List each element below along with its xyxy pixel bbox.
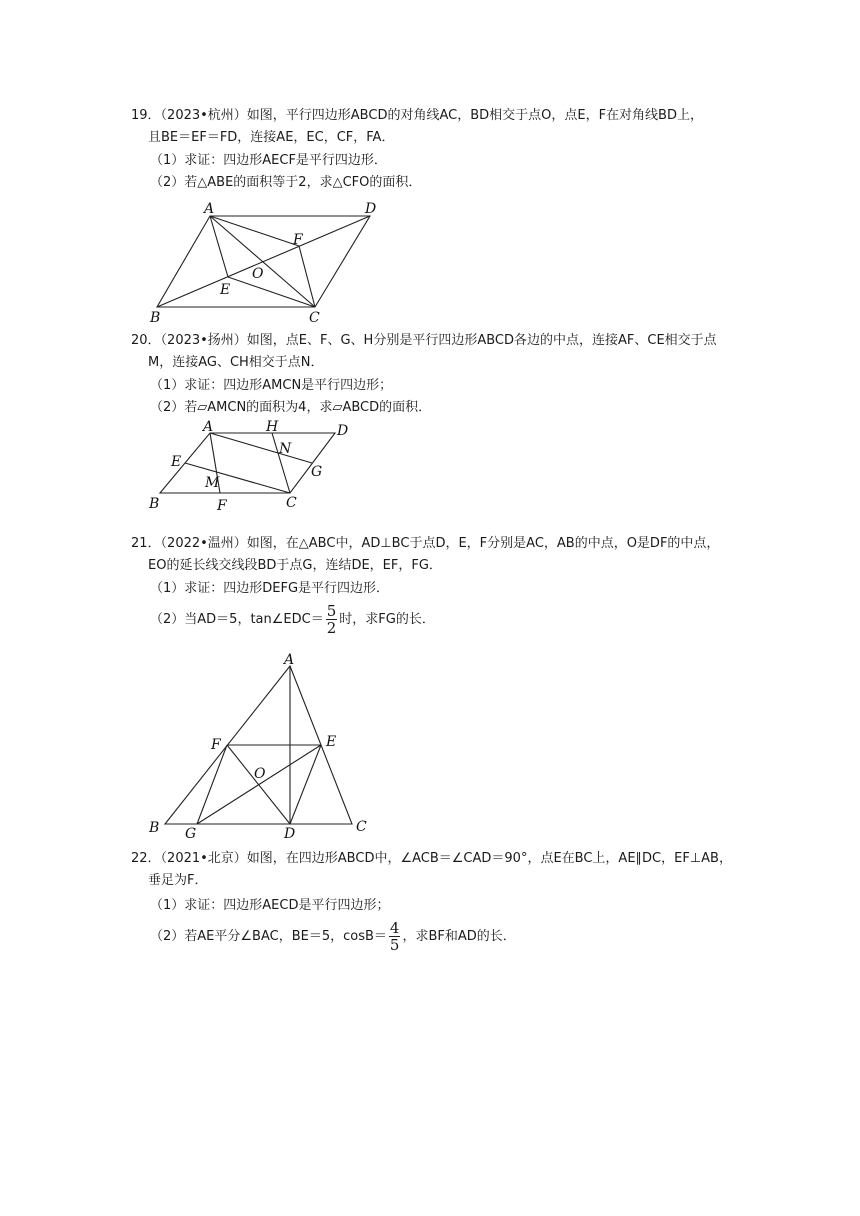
q19-label-b: B — [150, 310, 161, 326]
q22-fraction — [389, 920, 401, 953]
q20-label-e: E — [171, 454, 182, 470]
q22-part1: （1）求证：四边形AECD是平行四边形； — [150, 898, 390, 913]
q20-part1: （1）求证：四边形AMCN是平行四边形； — [150, 378, 393, 393]
q21-fraction-den: 2 — [326, 619, 337, 637]
q21-line2: EO的延长线交线段BD于点G，连结DE，EF，FG． — [148, 558, 442, 573]
q21-label-f: F — [211, 737, 221, 753]
q22-fraction-den: 5 — [389, 936, 400, 954]
q20-part2: （2）若▱AMCN的面积为4，求▱ABCD的面积． — [150, 400, 432, 415]
q22-line2: 垂足为F． — [148, 873, 208, 888]
q20-line1: 20．（2023•扬州）如图，点E、F、G、H分别是平行四边形ABCD各边的中点，连接AF、CE相交于点 — [131, 333, 717, 348]
q22-part2-tail: ，求BF和AD的长． — [402, 929, 516, 944]
q21-figure — [140, 648, 380, 843]
q21-part2 — [150, 603, 435, 636]
q22-part2 — [150, 920, 516, 953]
q19-figure — [140, 195, 390, 330]
q21-label-c: C — [356, 819, 367, 835]
q19-label-e: E — [220, 282, 231, 298]
q21-fraction — [326, 603, 338, 636]
q21-fraction-num: 5 — [326, 602, 337, 620]
q20-figure — [140, 418, 370, 518]
q21-label-o: O — [254, 766, 266, 782]
q19-part2: （2）若△ABE的面积等于2，求△CFO的面积． — [150, 175, 422, 190]
q21-line1: 21．（2022•温州）如图，在△ABC中，AD⊥BC于点D，E，F分别是AC，AB的中点，O是DF的中点， — [131, 536, 720, 551]
q21-part2-text: （2）当AD＝5，tan∠EDC＝ — [150, 612, 324, 627]
q22-part2-text: （2）若AE平分∠BAC，BE＝5，cosB＝ — [150, 929, 387, 944]
q19-label-c: C — [309, 310, 320, 326]
q21-label-g: G — [185, 826, 197, 842]
q19-part1: （1）求证：四边形AECF是平行四边形． — [150, 153, 387, 168]
q20-label-d: D — [337, 423, 349, 439]
q20-label-n: N — [279, 441, 292, 457]
q20-label-a: A — [203, 419, 214, 435]
q19-label-o: O — [252, 266, 264, 282]
q21-part1: （1）求证：四边形DEFG是平行四边形． — [150, 581, 390, 596]
q19-label-a: A — [204, 201, 215, 217]
q20-label-m: M — [205, 475, 220, 491]
q21-label-d: D — [284, 826, 296, 842]
q22-fraction-num: 4 — [389, 919, 400, 937]
q21-part2-tail: 时，求FG的长． — [339, 612, 435, 627]
q20-line2: M，连接AG、CH相交于点N． — [148, 355, 324, 370]
q22-line1: 22．（2021•北京）如图，在四边形ABCD中，∠ACB＝∠CAD＝90°，点E在BC上，AE∥DC，EF⊥AB， — [131, 851, 732, 866]
q19-label-d: D — [365, 201, 377, 217]
q21-label-b: B — [149, 820, 160, 836]
q20-label-g: G — [311, 464, 323, 480]
q20-label-b: B — [149, 496, 160, 512]
q19-label-f: F — [293, 232, 303, 248]
q20-label-c: C — [286, 495, 297, 511]
q21-label-a: A — [284, 652, 295, 668]
q19-line2: 且BE＝EF＝FD，连接AE，EC，CF，FA． — [148, 130, 395, 145]
q21-label-e: E — [326, 734, 337, 750]
q20-label-h: H — [266, 419, 279, 435]
q19-line1: 19．（2023•杭州）如图，平行四边形ABCD的对角线AC，BD相交于点O，点E，F在对角线BD上， — [131, 108, 703, 123]
q20-label-f: F — [217, 498, 227, 514]
